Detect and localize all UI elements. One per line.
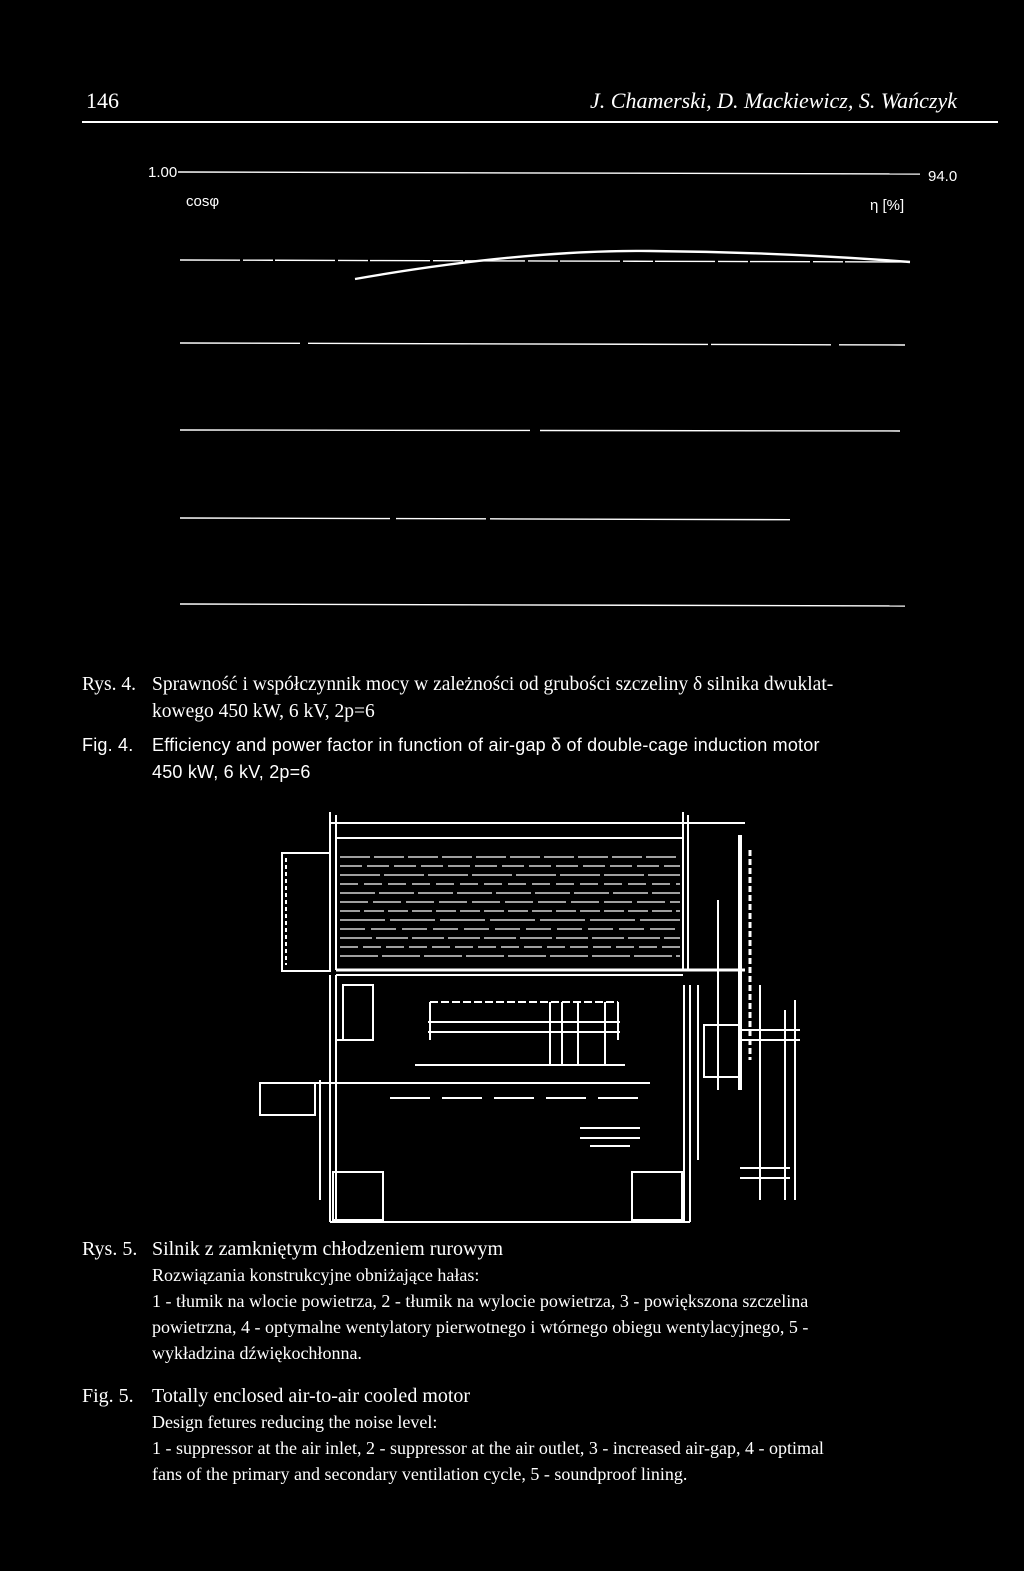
y-right-axis-label: η [%] xyxy=(870,197,905,214)
y-left-axis-label: cosφ xyxy=(186,193,220,210)
caption-line: 1 - suppressor at the air inlet, 2 - suppressor at the air outlet, 3 - increased air-gap, 4 - optimal xyxy=(152,1438,824,1458)
caption-line: 450 kW, 6 kV, 2p=6 xyxy=(152,762,311,782)
page-number: 146 xyxy=(86,88,119,113)
caption-text xyxy=(152,1383,992,1487)
foot-left xyxy=(333,1172,383,1220)
caption-label: Fig. 5. xyxy=(82,1385,134,1407)
caption-figure-5-pl xyxy=(82,1236,1012,1376)
foot-right xyxy=(632,1172,682,1220)
y-left-top-tick: 1.00 xyxy=(148,164,178,181)
shaft-end xyxy=(260,1083,315,1115)
caption-label: Rys. 5. xyxy=(82,1238,138,1260)
caption-line: fans of the primary and secondary ventilation cycle, 5 - soundproof lining. xyxy=(152,1464,688,1484)
caption-title: Silnik z zamkniętym chłodzeniem rurowym xyxy=(152,1238,504,1260)
caption-line: powietrzna, 4 - optymalne wentylatory pierwotnego i wtórnego obiegu wentylacyjnego, 5 - xyxy=(152,1317,809,1337)
caption-line: Design fetures reducing the noise level: xyxy=(152,1412,438,1432)
caption-line: 1 - tłumik na wlocie powietrza, 2 - tłumik na wylocie powietrza, 3 - powiększona szczelina xyxy=(152,1291,809,1311)
caption-figure-5-en xyxy=(82,1383,1012,1503)
air-inlet-suppressor xyxy=(282,853,330,971)
y-right-top-tick: 94.0 xyxy=(928,168,958,185)
caption-label: Fig. 4. xyxy=(82,735,134,755)
caption-label: Rys. 4. xyxy=(82,674,136,695)
caption-title: Totally enclosed air-to-air cooled motor xyxy=(152,1385,471,1407)
caption-line: Sprawność i współczynnik mocy w zależności od grubości szczeliny δ silnika dwuklat- xyxy=(152,674,834,695)
caption-line: Rozwiązania konstrukcyjne obniżające hałas: xyxy=(152,1265,480,1285)
caption-line: Efficiency and power factor in function of air-gap δ of double-cage induction motor xyxy=(152,735,820,755)
caption-line: kowego 450 kW, 6 kV, 2p=6 xyxy=(152,701,375,722)
caption-text xyxy=(152,1236,992,1366)
running-head-authors: J. Chamerski, D. Mackiewicz, S. Wańczyk xyxy=(590,88,957,113)
cooler-tubes xyxy=(340,857,680,956)
caption-line: wykładzina dźwiękochłonna. xyxy=(152,1343,362,1363)
